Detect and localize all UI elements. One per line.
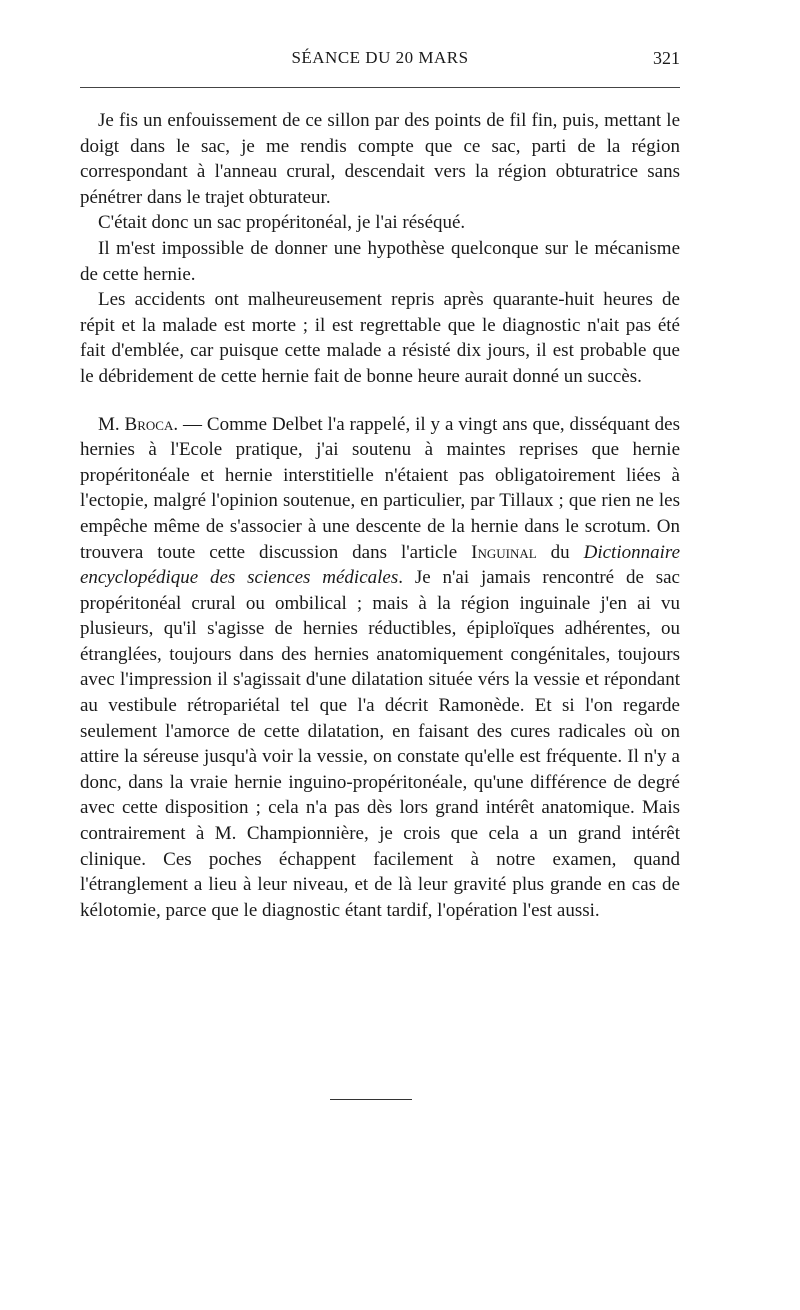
page-header <box>80 48 680 72</box>
paragraph-accidents: Les accidents ont malheureusement repris après quarante-huit heures de répit et la malade est morte ; il est regrettable que le diagnostic n'ait pas été fait d'emblée, car puisque cette malade a résisté dix jours, il est probable que le débridement de cette hernie fait de bonne heure aurait donné un succès. <box>80 289 680 387</box>
speaker-name: M. Broca. <box>98 413 179 435</box>
broca-text-part1: — Comme Delbet l'a rappelé, il y a vingt ans que, disséquant des hernies à l'Ecole pratique, j'ai soutenu à maintes reprises que hernie propéritonéale et hernie interstitielle n'étaient pas obligatoirement liées à l'ectopie, malgré l'opinion soutenue, en particulier, par Tillaux ; que rien ne les empêche même de s'associer à une descente de la hernie dans le scrotum. On trouvera toute cette discussion dans l'article <box>80 413 680 563</box>
broca-text-du: du <box>536 541 584 563</box>
end-rule <box>330 1099 412 1100</box>
header-rule <box>80 87 680 88</box>
paragraph-hypothese: Il m'est impossible de donner une hypothèse quelconque sur le mécanisme de cette hernie. <box>80 237 680 285</box>
paragraph-broca <box>80 412 680 924</box>
broca-text-part2: . Je n'ai jamais rencontré de sac propéritonéal crural ou ombilical ; mais à la région inguinale j'en ai vu plusieurs, qu'il s'agisse de hernies réductibles, épiploïques adhérentes, ou étranglées, toujours dans des hernies anatomiquement congénitales, toujours avec l'impression il s'agissait d'une dilatation située vérs la vessie et répondant au vestibule rétropariétal tel que l'a décrit Ramonède. Et si l'on regarde seulement l'amorce de cette dilatation, en faisant des cures radicales où on attire la séreuse jusqu'à voir la vessie, on constate qu'elle est fréquente. Il n'y a donc, dans la vraie hernie inguino-propéritonéale, qu'une différence de degré avec cette disposition ; cela n'a pas dès lors grand intérêt anatomique. Mais contrairement à M. Championnière, je crois que cela a un grand intérêt clinique. Ces poches échappent facilement à notre examen, quand l'étranglement a lieu à leur niveau, et de là leur gravité plus grande en cas de kélotomie, parce que le diagnostic étant tardif, l'opération l'est aussi. <box>80 567 680 921</box>
paragraph-sac-enfouissement: Je fis un enfouissement de ce sillon par des points de fil fin, puis, mettant le doigt dans le sac, je me rendis compte que ce sac, parti de la région correspondant à l'anneau crural, descendait vers la région obturatrice sans pénétrer dans le trajet obturateur. <box>80 110 680 208</box>
body-text <box>80 108 680 923</box>
article-title: Inguinal <box>471 541 537 563</box>
page-number: 321 <box>653 48 680 68</box>
paragraph-sac-propreritoneal: C'était donc un sac propéritonéal, je l'ai réséqué. <box>98 212 466 234</box>
running-title: SÉANCE DU 20 MARS <box>291 48 469 67</box>
dictionary-title: Dictionnaire encyclopédique des sciences médicales <box>80 541 681 589</box>
